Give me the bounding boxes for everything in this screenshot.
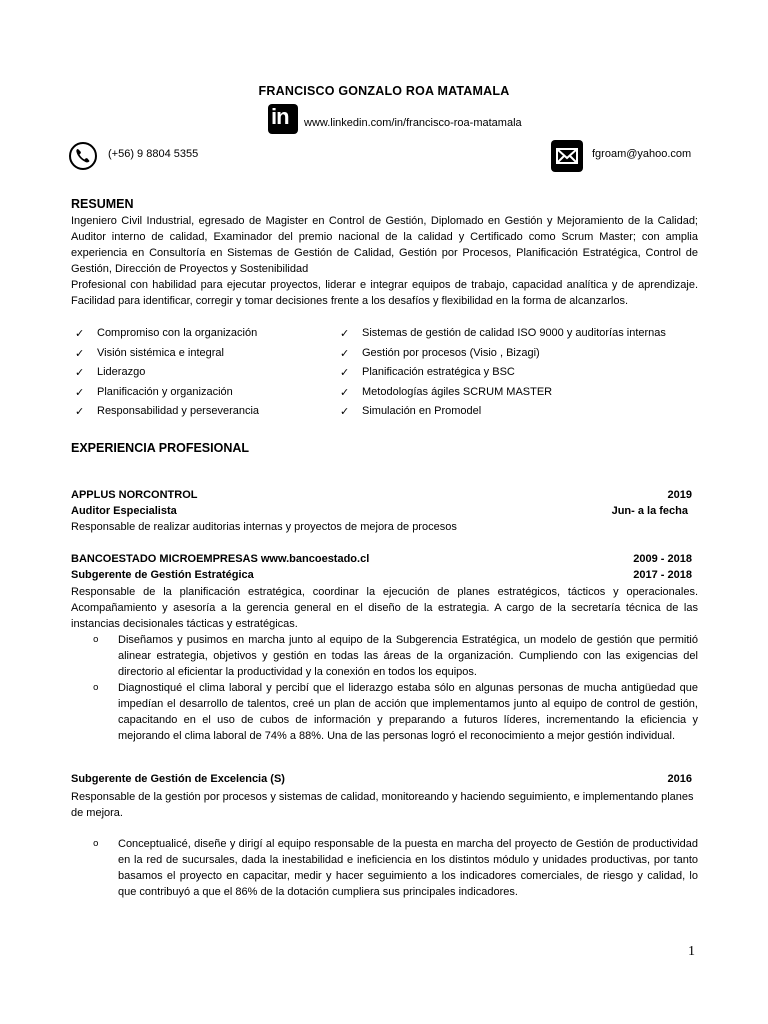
job-year: 2016 <box>667 773 692 785</box>
linkedin-glyph: in <box>271 104 289 129</box>
bullet-mark: o <box>93 635 99 645</box>
phone-icon <box>69 142 97 170</box>
skill-item: ✓ Planificación y organización <box>71 383 336 403</box>
skill-item: ✓ Metodologías ágiles SCRUM MASTER <box>336 383 706 403</box>
linkedin-url[interactable]: www.linkedin.com/in/francisco-roa-matamala <box>304 117 522 129</box>
company-years: 2009 - 2018 <box>633 553 692 565</box>
bullet-mark: o <box>93 683 99 693</box>
skill-item: ✓ Liderazgo <box>71 363 336 383</box>
job-description: Responsable de la gestión por procesos y sistemas de calidad, monitoreando y haciendo seguimiento, e implementando planes de mejora. <box>71 791 694 819</box>
achievement-text: Diagnostiqué el clima laboral y percibí que el liderazgo estaba sólo en algunas personas de mucha antigüedad que impedían el desarrollo de talentos, creé un plan de acción que implementamos junto al equipo de control de gestión, capacitando en el uso de cubos de información y preparando a futuros líderes, incrementando la eficiencia y mejorando el clima laboral de 74% a 88%. Una de las personas logró el reconocimiento a mejor gestión individual. <box>118 682 698 742</box>
summary-text <box>71 213 698 309</box>
skill-item: ✓ Gestión por procesos (Visio , Bizagi) <box>336 344 706 364</box>
achievement-text: Conceptualicé, diseñe y dirigí al equipo responsable de la puesta en marcha del proyecto de Gestión de productividad en la red de sucursales, dada la inestabilidad e ineficiencia en los distintos módulo y unidades productivas, por tanto basamos el proyecto en capacitar, medir y hacer seguimiento a los indicadores comerciales, de riesgo y calidad, lo que contribuyó a que el 86% de la dotación cumpliera sus principales indicadores. <box>118 838 698 898</box>
summary-paragraph-2: Profesional con habilidad para ejecutar proyectos, liderar e integrar equipos de trabajo, capacidad analítica y de aprendizaje. Facilidad para identificar, corregir y tomar decisiones frente a los desafíos y flexibilidad en la forma de alcanzarlos. <box>71 279 698 307</box>
list-item <box>93 680 698 744</box>
company-year: 2019 <box>667 489 692 501</box>
email-address[interactable]: fgroam@yahoo.com <box>592 148 692 160</box>
job-role: Subgerente de Gestión Estratégica <box>71 569 254 581</box>
achievement-text: Diseñamos y pusimos en marcha junto al equipo de la Subgerencia Estratégica, un modelo de gestión que permitió alinear estrategia, objetivos y gestión en todas las áreas de la organización. Cumpliendo con las exigencias del directorio al eficientar la productividad y la conexión en todos los equipos. <box>118 634 698 678</box>
skill-item: ✓ Compromiso con la organización <box>71 324 336 344</box>
job-period: Jun- a la fecha <box>611 505 688 517</box>
job-description: Responsable de la planificación estratégica, coordinar la ejecución de planes estratégicos, tácticos y operacionales. Acompañamiento y asesoría a la gerencia general en el diseño de la estrategia. A cargo de la secretaría técnica de las instancias decisionales tácticas y estratégicas. <box>71 586 698 630</box>
job-years: 2017 - 2018 <box>633 569 692 581</box>
list-item <box>93 632 698 680</box>
bullet-mark: o <box>93 839 99 849</box>
summary-heading: RESUMEN <box>71 197 134 211</box>
company-name: BANCOESTADO MICROEMPRESAS www.bancoestado.cl <box>71 553 370 565</box>
skill-item: ✓ Responsabilidad y perseverancia <box>71 402 336 422</box>
job-role: Subgerente de Gestión de Excelencia (S) <box>71 773 285 785</box>
mail-icon[interactable] <box>551 140 583 172</box>
skills-left-list <box>71 324 336 422</box>
achievements-list <box>93 836 698 900</box>
skill-item: ✓ Sistemas de gestión de calidad ISO 9000 y auditorías internas <box>336 324 706 344</box>
list-item <box>93 836 698 900</box>
linkedin-icon[interactable] <box>268 104 298 134</box>
experience-heading: EXPERIENCIA PROFESIONAL <box>71 441 250 455</box>
candidate-name: FRANCISCO GONZALO ROA MATAMALA <box>258 84 510 98</box>
company-name: APPLUS NORCONTROL <box>71 489 198 501</box>
job-description: Responsable de realizar auditorias internas y proyectos de mejora de procesos <box>71 521 457 533</box>
job-role: Auditor Especialista <box>71 505 177 517</box>
page-number: 1 <box>688 944 695 959</box>
skill-item: ✓ Simulación en Promodel <box>336 402 706 422</box>
phone-number: (+56) 9 8804 5355 <box>108 148 199 160</box>
skill-item: ✓ Planificación estratégica y BSC <box>336 363 706 383</box>
summary-paragraph-1: Ingeniero Civil Industrial, egresado de Magister en Control de Gestión, Diplomado en Gestión y Mejoramiento de la Calidad; Auditor interno de calidad, Examinador del premio nacional de la calidad y Certificado como Scrum Master; con amplia experiencia en Consultoría en Sistemas de Gestión de Calidad, Gestión por Procesos, Planificación Estratégica, Control de Gestión, Dirección de Proyectos y Sostenibilidad <box>71 215 698 275</box>
skills-right-list <box>336 324 706 422</box>
skill-item: ✓ Visión sistémica e integral <box>71 344 336 364</box>
achievements-list <box>93 632 698 744</box>
